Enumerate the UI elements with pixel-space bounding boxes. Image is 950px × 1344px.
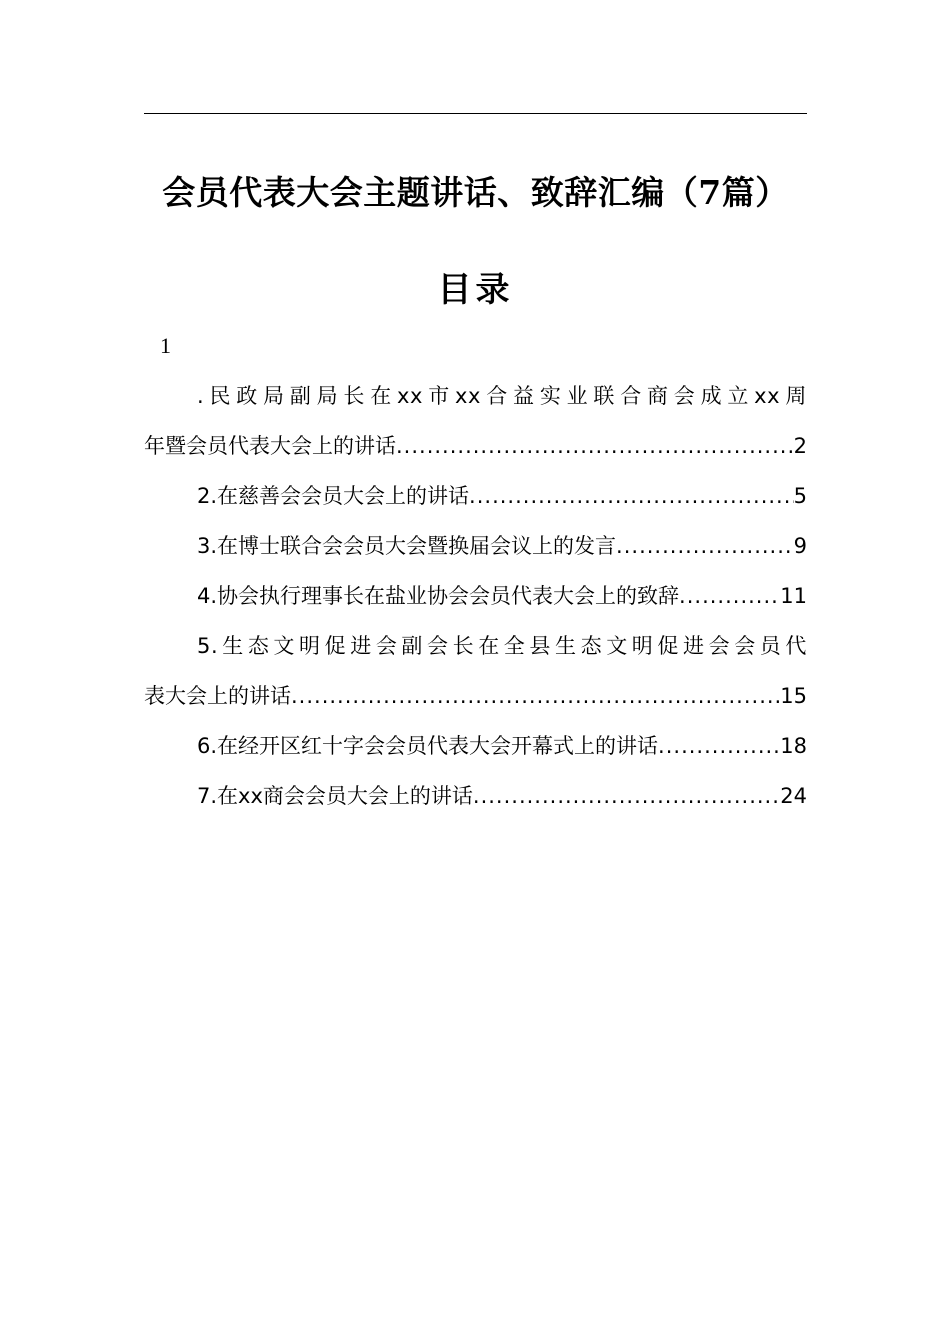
toc-entry-1[interactable] bbox=[144, 421, 807, 471]
toc-entry-1-line1[interactable]: .民政局副局长在xx市xx合益实业联合商会成立xx周 bbox=[197, 384, 807, 408]
toc-entry-5[interactable] bbox=[144, 671, 807, 721]
dot-leader bbox=[473, 771, 780, 821]
toc-entry-3[interactable] bbox=[144, 521, 807, 571]
toc-entry-6-page: 18 bbox=[780, 734, 807, 758]
toc-entry-6-text: 6.在经开区红十字会会员代表大会开幕式上的讲话 bbox=[197, 734, 659, 758]
toc-entry-5-page: 15 bbox=[780, 684, 807, 708]
toc-entry-3-page: 9 bbox=[793, 534, 807, 558]
toc-entry-4-page: 11 bbox=[780, 584, 807, 608]
toc-entry-1-page: 2 bbox=[793, 434, 807, 458]
dot-leader bbox=[291, 671, 780, 721]
dot-leader bbox=[469, 471, 794, 521]
dot-leader bbox=[658, 721, 780, 771]
dot-leader bbox=[396, 421, 794, 471]
toc-entry-3-text: 3.在博士联合会会员大会暨换届会议上的发言 bbox=[197, 534, 617, 558]
toc-entry-7[interactable] bbox=[144, 771, 807, 821]
toc-heading: 目录 bbox=[437, 270, 514, 310]
dot-leader bbox=[616, 521, 794, 571]
toc-entry-6[interactable] bbox=[144, 721, 807, 771]
dot-leader bbox=[679, 571, 780, 621]
toc-entry-2[interactable] bbox=[144, 471, 807, 521]
toc-entry-2-text: 2.在慈善会会员大会上的讲话 bbox=[197, 484, 470, 508]
toc-entry-5-line2: 表大会上的讲话 bbox=[144, 684, 291, 708]
header-rule bbox=[144, 113, 807, 114]
toc-entry-2-page: 5 bbox=[793, 484, 807, 508]
toc-entry-1-line2: 年暨会员代表大会上的讲话 bbox=[144, 434, 396, 458]
toc-entry-7-text: 7.在xx商会会员大会上的讲话 bbox=[197, 784, 473, 808]
toc-entry-4-text: 4.协会执行理事长在盐业协会会员代表大会上的致辞 bbox=[197, 584, 680, 608]
document-title: 会员代表大会主题讲话、致辞汇编（7篇） bbox=[162, 173, 789, 212]
toc-entry-4[interactable] bbox=[144, 571, 807, 621]
toc-entry-5-line1[interactable]: 5.生态文明促进会副会长在全县生态文明促进会会员代 bbox=[197, 634, 807, 658]
list-number: 1 bbox=[160, 333, 171, 358]
toc-entry-7-page: 24 bbox=[780, 784, 807, 808]
table-of-contents bbox=[144, 371, 807, 821]
